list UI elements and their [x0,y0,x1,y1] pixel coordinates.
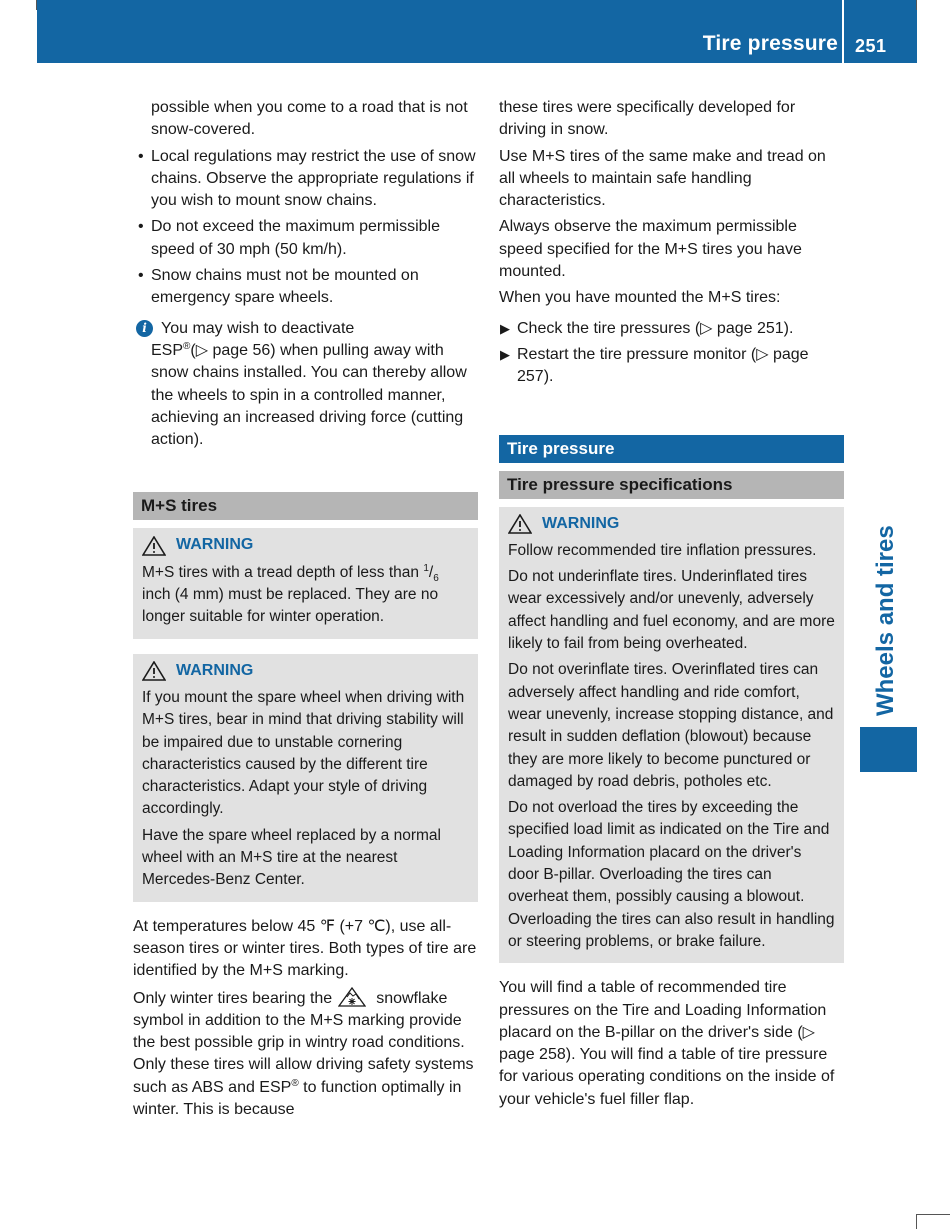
page-title: Tire pressure [702,32,838,55]
warning-box [133,654,478,902]
left-column [133,97,478,1125]
body-paragraph: When you have mounted the M+S tires: [499,289,781,307]
info-note: i You may wish to deactivate ESP®(▷ page 56) when pulling away with snow chains installed. You can thereby allow the wheels to spin in a controlled manner, achieving an increased driving force (cutting action). [133,318,478,452]
side-tab-label: Wheels and tires [872,525,899,716]
warning-box [133,528,478,638]
warning-triangle-icon [142,661,166,681]
warning-text: M+S tires with a tread depth of less than $^1/_6$ inch (4 mm) must be replaced. They are no longer suitable for winter operation. [142,562,439,626]
continued-text: possible when you come to a road that is not snow-covered. [151,99,468,139]
section-heading-ms-tires: M+S tires [133,492,478,520]
step-item: ▶ Restart the tire pressure monitor (▷ page 257). [500,345,809,386]
warning-text: Follow recommended tire inflation pressures. [508,541,817,559]
crop-mark [916,1214,950,1215]
side-tab-marker [860,727,917,772]
right-column [499,97,844,1115]
bullet-item: • Local regulations may restrict the use of snow chains. Observe the appropriate regulations if you wish to mount snow chains. [138,147,476,210]
warning-triangle-icon [508,514,532,534]
warning-heading: WARNING [142,660,470,682]
continued-text: these tires were specifically developed for driving in snow. [499,99,796,139]
warning-text: Do not underinflate tires. Underinflated tires wear excessively and/or unevenly, adversely affect handling and fuel economy, and are more likely to fail from being overheated. [508,568,835,653]
body-paragraph: You will find a table of recommended tire pressures on the Tire and Loading Information placard on the B-pillar on the driver's side (▷ page 258). You will find a table of tire pressure for various operating conditions on the inside of your vehicle's fuel filler flap. [499,979,835,1108]
warning-text: If you mount the spare wheel when driving with M+S tires, bear in mind that driving stability will be impaired due to unstable cornering characteristics caused by the different tire characteristics. Adapt your style of driving accordingly. [142,688,465,818]
info-icon: i [136,320,153,337]
snowflake-mountain-icon [338,987,366,1007]
crop-mark [916,0,917,10]
step-item: ▶ Check the tire pressures (▷ page 251). [500,319,794,337]
body-paragraph: Always observe the maximum permissible speed specified for the M+S tires you have mounted. [499,218,802,281]
warning-box [499,507,844,964]
warning-text: Have the spare wheel replaced by a normal wheel with an M+S tire at the nearest Mercedes-Benz Center. [142,826,441,889]
body-paragraph: At temperatures below 45 ℉ (+7 ℃), use all-season tires or winter tires. Both types of tire are identified by the M+S marking. [133,917,477,980]
section-heading-tire-pressure: Tire pressure [499,435,844,463]
subsection-heading-specifications: Tire pressure specifications [499,471,844,499]
warning-heading: WARNING [142,534,470,556]
warning-heading: WARNING [508,513,836,535]
crop-mark [916,1214,917,1229]
crop-mark [36,0,37,10]
body-paragraph: Only winter tires bearing the snowflake symbol in addition to the M+S marking provide the best possible grip in wintry road conditions. Only these tires will allow driving safety systems such as ABS and ESP® to function optimally in winter. This is because [133,987,478,1122]
warning-triangle-icon [142,536,166,556]
warning-text: Do not overload the tires by exceeding the specified load limit as indicated on the Tire and Loading Information placard on the driver's door B-pillar. Overloading the tires can overheat them, possibly causing a blowout. Overloading the tires can also result in handling or steering problems, or brake failure. [508,799,835,950]
page-number: 251 [855,36,887,56]
header-divider [842,0,844,63]
bullet-item: • Snow chains must not be mounted on emergency spare wheels. [138,267,419,307]
bullet-item: • Do not exceed the maximum permissible speed of 30 mph (50 km/h). [138,218,441,258]
body-paragraph: Use M+S tires of the same make and tread on all wheels to maintain safe handling characteristics. [499,147,826,210]
warning-text: Do not overinflate tires. Overinflated tires can adversely affect handling and ride comfort, wear unevenly, increase stopping distance, and result in sudden deflation (blowout) because they are more likely to become punctured or damaged by road debris, potholes etc. [508,661,834,790]
